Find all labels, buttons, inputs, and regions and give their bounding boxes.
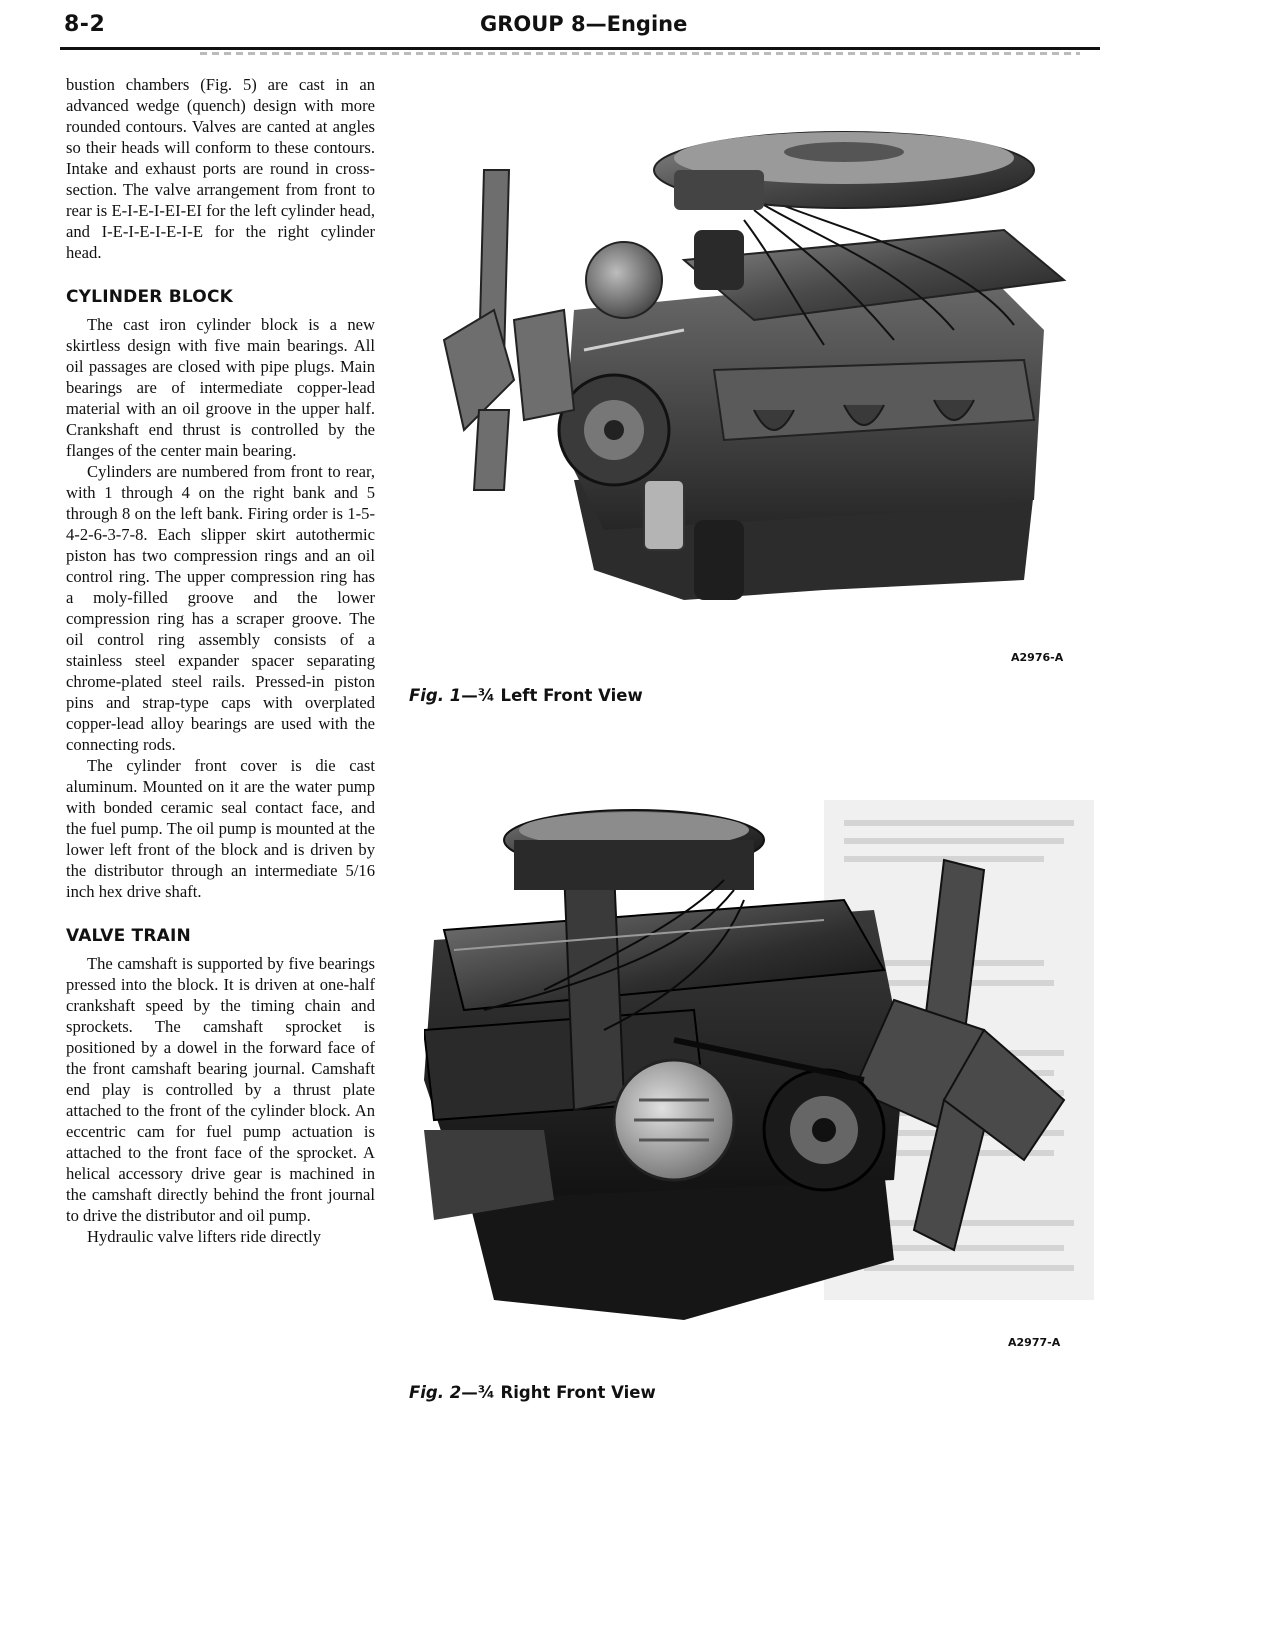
figure-1-code: A2976-A xyxy=(1011,651,1064,664)
figure-2-caption-text: —¾ Right Front View xyxy=(461,1383,656,1402)
paragraph-cylinder-block-design: The cast iron cylinder block is a new skirtless design with five main bearings. All oil passages are closed with pipe plugs. Main bearings are of intermediate copper-lead material with an oil groove in the upper half. Crankshaft end thrust is controlled by the flanges of the center main bearing. xyxy=(66,315,375,460)
figure-1-engine-left-front-photo xyxy=(424,110,1094,680)
header-rule-shadow xyxy=(200,52,1080,55)
header-rule xyxy=(60,47,1100,50)
paragraph-cylinder-numbering: Cylinders are numbered from front to rear, with 1 through 4 on the right bank and 5 through 8 on the left bank. Firing order is 1-5-4-2-6-3-7-8. Each slipper skirt autothermic piston has two compression rings and an oil control ring. The upper compression ring has a moly-filled groove and the lower compression ring has a scraper groove. The oil control ring assembly consists of a stainless steel expander spacer separating chrome-plated steel rails. Pressed-in piston pins and strap-type caps with overplated copper-lead alloy bearings are used with the connecting rods. xyxy=(66,462,375,754)
figure-2-caption-number: Fig. 2 xyxy=(409,1383,462,1402)
figure-2-engine-right-front-photo xyxy=(424,800,1094,1390)
engine-right-front-illustration xyxy=(424,800,1094,1390)
paragraph-front-cover: The cylinder front cover is die cast aluminum. Mounted on it are the water pump with bonded ceramic seal contact face, and the fuel pump. The oil pump is mounted at the lower left front of the block and is driven by the distributor through an intermediate 5/16 inch hex drive shaft. xyxy=(66,756,375,901)
paragraph-camshaft: The camshaft is supported by five bearings pressed into the block. It is driven at one-half crankshaft speed by the timing chain and sprockets. The camshaft sprocket is positioned by a dowel in the forward face of the front camshaft bearing journal. Camshaft end play is controlled by a thrust plate attached to the front of the cylinder block. An eccentric cam for fuel pump actuation is attached to the front face of the sprocket. A helical accessory drive gear is machined in the camshaft directly behind the front journal to drive the distributor and oil pump. xyxy=(66,954,375,1225)
figure-2-code: A2977-A xyxy=(1008,1336,1061,1349)
page-number: 8-2 xyxy=(64,12,106,37)
figure-1-caption xyxy=(409,686,643,705)
text-column xyxy=(66,74,375,1247)
figure-1-caption-number: Fig. 1 xyxy=(409,686,462,705)
paragraph-valve-lifters: Hydraulic valve lifters ride directly xyxy=(87,1227,322,1246)
heading-valve-train: VALVE TRAIN xyxy=(66,926,191,946)
heading-cylinder-block: CYLINDER BLOCK xyxy=(66,287,233,307)
group-title: GROUP 8—Engine xyxy=(480,12,688,36)
figure-2-caption xyxy=(409,1383,656,1402)
paragraph-combustion-chambers: bustion chambers (Fig. 5) are cast in an advanced wedge (quench) design with more rounded contours. Valves are canted at angles so their heads will conform to these contours. Intake and exhaust ports are round in cross-section. The valve arrangement from front to rear is E-I-E-I-EI-EI for the left cylinder head, and I-E-I-E-I-E-I-E for the right cylinder head. xyxy=(66,75,375,262)
engine-left-front-illustration xyxy=(424,110,1094,680)
figure-1-caption-text: —¾ Left Front View xyxy=(461,686,643,705)
